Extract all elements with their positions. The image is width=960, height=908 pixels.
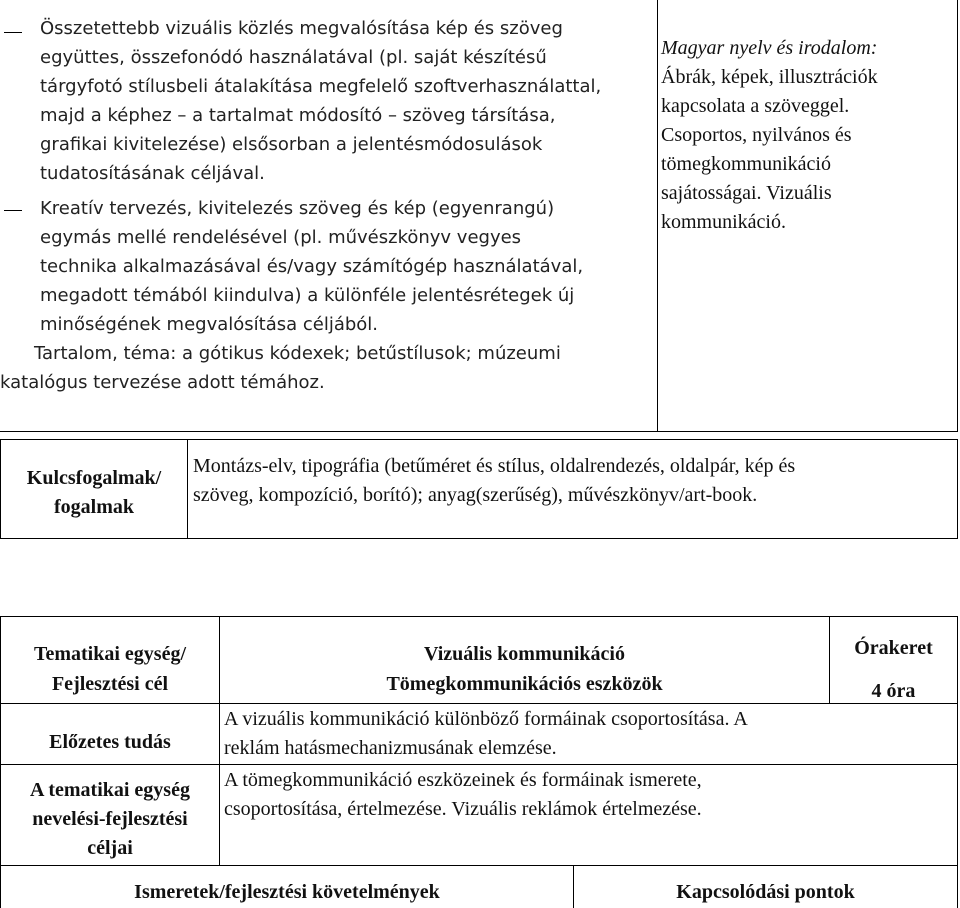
unit-table-row-divider-1 [0,703,958,704]
unit-title-line: Tömegkommunikációs eszközök [386,673,663,695]
goals-label-line: céljai [87,837,133,859]
keywords-right-border [957,439,958,539]
bullet-1-line: grafikai kivitelezése) elsősorban a jelentésmódosulások [40,134,543,155]
goals-label [1,776,219,863]
connections-title: Magyar nyelv és irodalom: [661,37,878,59]
connections-column [661,33,956,237]
unit-label-line: Tematikai egység/ [33,643,187,665]
content-line: Tartalom, téma: a gótikus kódexek; betűstílusok; múzeumi [34,343,561,364]
keywords-bottom-border [0,538,958,539]
connections-line: Csoportos, nyilvános és [661,124,852,146]
bullet-1-line: tudatosításának céljával. [40,163,265,184]
keywords-text-line: szöveg, kompozíció, borító); anyag(szerűség), művészkönyv/art-book. [193,484,758,506]
connections-line: tömegkommunikáció [661,153,831,175]
bullet-2-line: minőségének megvalósítása céljából. [40,314,379,335]
connections-line: sajátosságai. Vizuális [661,182,832,204]
bullet-2-line: megadott témából kiindulva) a különféle jelentésrétegek új [40,285,575,306]
bullet-1-line: majd a képhez – a tartalmat módosító – szöveg társítása, [40,105,556,126]
keywords-text-line: Montázs-elv, tipográfia (betűméret és stílus, oldalrendezés, oldalpár, kép és [193,455,796,477]
connections-line: kapcsolata a szöveggel. [661,95,850,117]
bullet-1-line: Összetettebb vizuális közlés megvalósítása kép és szöveg [40,18,563,39]
bullet-2-line: egymás mellé rendelésével (pl. művészkönyv vegyes [40,227,522,248]
bullet-2-line: technika alkalmazásával és/vagy számítógép használatával, [40,256,584,277]
prior-knowledge-text [224,705,954,763]
bullet-2-line: Kreatív tervezés, kivitelezés szöveg és kép (egyenrangú) [40,198,555,219]
prior-knowledge-label: Előzetes tudás [49,731,171,753]
bullet-dash-2 [4,210,22,211]
bullet-1-line: tárgyfotó stílusbeli átalakítása megfelelő szoftverhasználattal, [40,76,602,97]
hours-label: Órakeret [854,637,933,659]
keywords-label-line: Kulcsfogalmak/ [26,467,162,489]
keywords-label-line: fogalmak [54,496,134,518]
goals-label-line: nevelési-fejlesztési [32,808,188,830]
requirements-header: Ismeretek/fejlesztési követelmények [134,881,440,903]
unit-label [1,639,219,699]
keywords-top-border [0,439,958,440]
unit-title [220,639,829,699]
bullet-2 [40,194,660,339]
upper-block-bottom-border [0,431,958,432]
bullet-dash-1 [4,32,22,33]
unit-label-line: Fejlesztési cél [51,673,169,695]
content-line: katalógus tervezése adott témához. [0,372,325,393]
goals-line: csoportosítása, értelmezése. Vizuális reklámok értelmezése. [224,798,702,820]
goals-line: A tömegkommunikáció eszközeinek és formáinak ismerete, [224,769,702,791]
unit-table-row-divider-2 [0,764,958,765]
keywords-text [193,452,957,510]
connections-line: Ábrák, képek, illusztrációk [661,66,878,88]
unit-title-line: Vizuális kommunikáció [424,643,625,665]
unit-table-row-divider-3 [0,865,958,866]
upper-block-right-border [957,0,958,432]
connections-line: kommunikáció. [661,211,786,233]
connections-header: Kapcsolódási pontok [676,881,855,903]
content-paragraph [0,339,650,397]
unit-table-top-border [0,616,958,617]
hours-value: 4 óra [871,680,916,702]
keywords-divider [187,439,188,539]
goals-label-line: A tematikai egység [30,779,190,801]
bullet-1-line: együttes, összefonódó használatával (pl. saját készítésű [40,47,547,68]
prior-knowledge-line: reklám hatásmechanizmusának elemzése. [224,737,557,759]
goals-text [224,766,954,824]
keywords-label [1,464,187,522]
prior-knowledge-line: A vizuális kommunikáció különböző formáinak csoportosítása. A [224,708,748,730]
bullet-1 [40,14,660,188]
